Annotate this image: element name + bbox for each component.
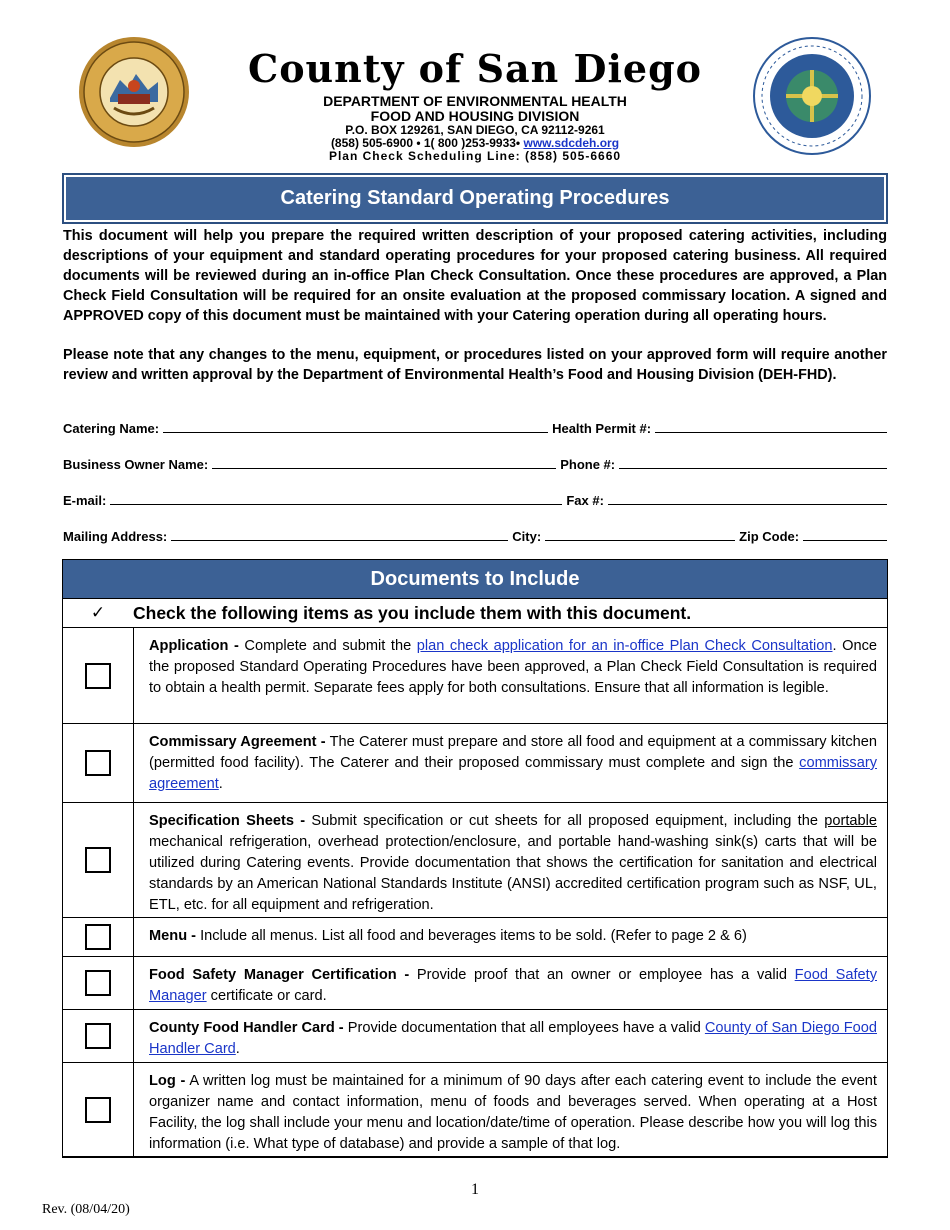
intro-paragraph: This document will help you prepare the required written description of your proposed catering activities, including descriptions of your equipment and standard operating procedures for your proposed catering business. All required documents will be reviewed during an in-office Plan Check Consultation. Once these procedures are approved, a Plan Check Field Consultation will be required for an onsite evaluation at the proposed commissary location. A signed and APPROVED copy of this document must be maintained with your Catering operation during all operating hours.: [63, 228, 887, 324]
document-item-food-safety-manager: [63, 956, 887, 1009]
item-description-cont: .: [235, 1041, 240, 1057]
phone-numbers: (858) 505-6900 • 1( 800 )253-9933•: [330, 136, 521, 150]
instruction-row: [63, 598, 887, 627]
item-description: Provide proof that an owner or employee has a valid: [409, 967, 795, 983]
email-label: E-mail:: [63, 493, 107, 508]
specification-sheets-checkbox[interactable]: [85, 847, 111, 873]
zip-field[interactable]: [803, 539, 887, 541]
email-field[interactable]: [110, 503, 562, 505]
item-description: Submit specification or cut sheets for all proposed equipment, including the: [305, 813, 825, 829]
page-number: 1: [471, 1181, 479, 1198]
county-seal-logo: [78, 36, 190, 148]
changes-notice-paragraph: Please note that any changes to the menu, equipment, or procedures listed on your approved form will require another review and written approval by the Department of Environmental Health’s Food and Housing Division (DEH-FHD).: [63, 347, 887, 383]
food-handler-card-checkbox[interactable]: [85, 1023, 111, 1049]
item-title: Menu -: [149, 928, 197, 944]
website-link[interactable]: www.sdcdeh.org: [523, 136, 620, 150]
item-description-cont: .: [218, 776, 223, 792]
owner-name-field[interactable]: [212, 467, 556, 469]
form-row-catering: [63, 416, 887, 436]
plan-check-application-link[interactable]: plan check application for an in-office Plan Check Consultation: [416, 638, 833, 654]
health-permit-field[interactable]: [655, 431, 887, 433]
document-item-text: [134, 1010, 887, 1062]
item-description: Complete and submit the: [238, 638, 417, 654]
form-row-address: [63, 524, 887, 544]
checkbox-cell: [63, 957, 134, 1009]
checkmark-icon: ✓: [90, 603, 106, 623]
documents-table: [62, 559, 888, 1158]
scheduling-line: Plan Check Scheduling Line: (858) 505-6660: [328, 149, 622, 163]
document-item-log: [63, 1062, 887, 1156]
checkbox-cell: [63, 724, 134, 802]
document-item-text: [134, 724, 887, 802]
deh-seal-logo: [752, 36, 872, 156]
document-item-text: [134, 628, 887, 723]
document-item-text: [134, 957, 887, 1009]
document-item-food-handler-card: [63, 1009, 887, 1062]
item-title: Specification Sheets -: [149, 813, 306, 829]
item-description-cont: mechanical refrigeration, overhead protection/enclosure, and portable hand-washing sink(s) carts that will be utilized during Catering events. Provide documentation that shows the certification for sanitation and electrical standards by an American National Standards Institute (ANSI) accredited certification program such as NSF, UL, ETL, etc. for all equipment and refrigeration.: [149, 834, 877, 913]
document-item-specification-sheets: [63, 802, 887, 917]
log-checkbox[interactable]: [85, 1097, 111, 1123]
instruction-text: Check the following items as you include them with this document.: [133, 602, 692, 623]
fax-field[interactable]: [608, 503, 887, 505]
revision-date: Rev. (08/04/20): [42, 1202, 130, 1217]
checkbox-cell: [63, 803, 134, 917]
fax-label: Fax #:: [566, 493, 604, 508]
checkbox-cell: [63, 1063, 134, 1156]
document-item-menu: [63, 917, 887, 956]
department-name: DEPARTMENT OF ENVIRONMENTAL HEALTH: [323, 93, 627, 109]
mailing-address-line: P.O. BOX 129261, SAN DIEGO, CA 92112-9261: [345, 123, 605, 137]
catering-name-field[interactable]: [163, 431, 548, 433]
item-description-cont: certificate or card.: [206, 988, 327, 1004]
item-title: Food Safety Manager Certification -: [149, 967, 410, 983]
document-item-text: [134, 803, 887, 917]
item-description: Provide documentation that all employees have a valid: [343, 1020, 705, 1036]
zip-label: Zip Code:: [739, 529, 800, 544]
agency-header: [230, 44, 720, 163]
menu-checkbox[interactable]: [85, 924, 111, 950]
city-label: City:: [512, 529, 542, 544]
catering-name-label: Catering Name:: [63, 421, 160, 436]
title-banner-fill: [66, 177, 884, 220]
owner-name-label: Business Owner Name:: [63, 457, 209, 472]
checkbox-cell: [63, 628, 134, 723]
food-safety-manager-link[interactable]: Food Safety Manager: [149, 967, 877, 1004]
item-description: A written log must be maintained for a minimum of 90 days after each catering event to include the event organizer name and contact information, menu of foods and beverages served. When operating at a Host Facility, the log shall include your menu and location/date/time of operation. Please describe how you will log this information (i.e. What type of database) and provide a sample of that log.: [149, 1073, 877, 1152]
title-banner: [62, 173, 888, 224]
item-description: The Caterer must prepare and store all food and equipment at a commissary kitchen (permitted food facility). The Caterer and their proposed commissary must complete and sign the: [149, 734, 877, 771]
phone-label: Phone #:: [560, 457, 616, 472]
application-checkbox[interactable]: [85, 663, 111, 689]
mailing-address-field[interactable]: [171, 539, 508, 541]
form-row-owner: [63, 452, 887, 472]
division-name: FOOD AND HOUSING DIVISION: [370, 108, 580, 124]
form-row-email: [63, 488, 887, 508]
item-title: Application -: [149, 638, 239, 654]
document-item-application: [63, 627, 887, 723]
document-item-text: [134, 918, 887, 956]
document-title: Catering Standard Operating Procedures: [280, 187, 670, 209]
portable-underlined: portable: [824, 813, 877, 829]
food-safety-manager-checkbox[interactable]: [85, 970, 111, 996]
checkbox-cell: [63, 1010, 134, 1062]
document-item-text: [134, 1063, 887, 1156]
checkbox-cell: [63, 918, 134, 956]
documents-heading-bar: [63, 560, 887, 598]
item-title: County Food Handler Card -: [149, 1020, 344, 1036]
county-title: County of San Diego: [247, 46, 703, 91]
mailing-address-label: Mailing Address:: [63, 529, 168, 544]
item-title: Commissary Agreement -: [149, 734, 326, 750]
commissary-agreement-link[interactable]: commissary agreement: [149, 755, 877, 792]
document-item-commissary: [63, 723, 887, 802]
phone-field[interactable]: [619, 467, 887, 469]
documents-heading: Documents to Include: [370, 567, 580, 590]
city-field[interactable]: [545, 539, 735, 541]
item-description: Include all menus. List all food and beverages items to be sold. (Refer to page 2 & 6): [196, 928, 747, 944]
food-handler-card-link[interactable]: County of San Diego Food Handler Card: [149, 1020, 877, 1057]
item-description-cont: . Once the proposed Standard Operating Procedures have been approved, a Plan Check Field Consultation is required to obtain a health permit. Separate fees apply for both consultations. Ensure that all information is legible.: [149, 638, 877, 696]
item-title: Log -: [149, 1073, 186, 1089]
commissary-checkbox[interactable]: [85, 750, 111, 776]
health-permit-label: Health Permit #:: [552, 421, 652, 436]
